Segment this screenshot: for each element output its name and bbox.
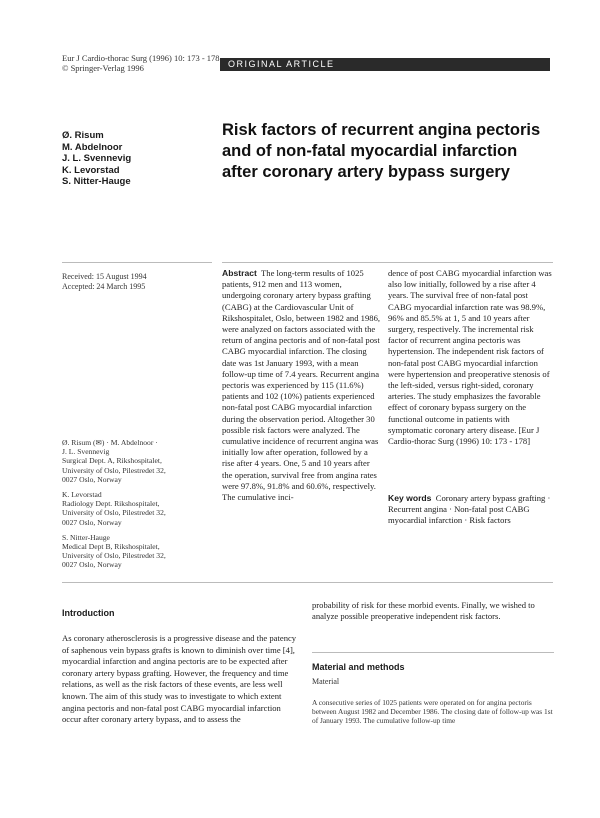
methods-text: A consecutive series of 1025 patients were operated on for angina pectoris between August 1982 and December 1986. The closing date of follow-up was 1st of January 1993. The cumulative follow-up time [312, 698, 553, 726]
keywords-label: Key words [388, 493, 432, 503]
affiliation-line: 0027 Oslo, Norway [62, 560, 122, 570]
methods-subheading: Material [312, 677, 340, 686]
divider [312, 652, 554, 653]
affiliations [62, 438, 212, 576]
affiliation-names: J. L. Svennevig [62, 447, 110, 457]
affiliation [62, 533, 212, 570]
received-date: Received: 15 August 1994 [62, 272, 147, 281]
divider [222, 262, 553, 263]
author: J. L. Svennevig [62, 153, 132, 164]
methods-heading: Material and methods [312, 662, 405, 672]
author: Ø. Risum [62, 130, 104, 141]
author-list [62, 130, 131, 188]
affiliation-line: University of Oslo, Pilestredet 32, [62, 465, 166, 475]
affiliation-names: Ø. Risum (✉) · M. Abdelnoor · [62, 438, 158, 447]
affiliation-line: University of Oslo, Pilestredet 32, [62, 551, 166, 561]
introduction-continued: probability of risk for these morbid events. Finally, we wished to analyze possible preoperative independent risk factors. [312, 600, 535, 622]
introduction-heading: Introduction [62, 608, 115, 618]
section-banner [220, 58, 550, 71]
abstract-text-continued: dence of post CABG myocardial infarction was also low initially, followed by a rise after 4 years. The survival free of non-fatal post CABG myocardial infarction rate was 98.9%, 96% and 85.5% at 1, 5 and 10 years after surgery, respectively. The incremental risk factor of recurrent angina pectoris was hypertension. The independent risk factors of non-fatal post CABG myocardial infarction were hypertension and preoperative stenosis of the left-sided, versus right-sided, coronary arteries. The study emphasizes the favorable effect of coronary bypass surgery on the functional outcome in patients with symptomatic coronary artery disease. [Eur J Cardio-thorac Surg (1996) 10: 173 - 178] [388, 268, 552, 447]
author: K. Levorstad [62, 164, 120, 176]
affiliation [62, 490, 212, 527]
abstract-label: Abstract [222, 268, 257, 278]
author: S. Nitter-Hauge [62, 176, 131, 187]
affiliation-line: Radiology Dept. Rikshospitalet, [62, 499, 160, 509]
affiliation-names: K. Levorstad [62, 490, 102, 500]
accepted-date: Accepted: 24 March 1995 [62, 281, 146, 291]
abstract-text: The long-term results of 1025 patients, 912 men and 113 women, undergoing coronary artery bypass grafting (CABG) at the Cardiovascular Unit of Rikshospitalet, Oslo, between 1982 and 1986, were analyzed on factors associated with the return of angina pectoris and of non-fatal post CABG myocardial infarction. The closing date was 1st January 1993, with a mean follow-up time of 7.4 years. Recurrent angina pectoris was experienced by 115 (11.6%) patients and 102 (10%) patients experienced non-fatal post CABG myocardial infarction during the observation period. Altogether 30 possible risk factors were analyzed. The cumulative incidence of recurrent angina was initially low after operation, followed by a rise after 4 years. One, 5 and 10 years after the operation, survival free from angina rates were 97.8%, 91.8% and 60.6%, respectively. The cumulative inci- [222, 268, 381, 503]
affiliation-line: 0027 Oslo, Norway [62, 474, 122, 484]
affiliation-line: University of Oslo, Pilestredet 32, [62, 508, 166, 518]
divider [62, 262, 212, 263]
citation-line-1: Eur J Cardio-thorac Surg (1996) 10: 173 - 178 [62, 53, 220, 63]
citation-line-2: © Springer-Verlag 1996 [62, 63, 144, 73]
affiliation-line: Medical Dept B, Rikshospitalet, [62, 542, 160, 552]
introduction-text: As coronary atherosclerosis is a progressive disease and the patency of saphenous vein bypass grafts is known to diminish over time [4], myocardial infarction and angina pectoris are to be expected after coronary artery bypass grafting. However, the frequency and time relations, as well as the risk factors of these events, are less well known. The aim of this study was to investigate to which extent angina pectoris and non-fatal post CABG myocardial infarction occur after coronary artery bypass, and to assess the [62, 633, 297, 725]
author: M. Abdelnoor [62, 141, 123, 153]
affiliation-line: Surgical Dept. A, Rikshospitalet, [62, 456, 162, 466]
divider [62, 582, 553, 583]
abstract-column-1 [222, 268, 380, 503]
section-label: ORIGINAL ARTICLE [228, 59, 335, 69]
abstract-column-2 [388, 268, 553, 447]
article-title: Risk factors of recurrent angina pectoris and of non-fatal myocardial infarction after coronary artery bypass surgery [222, 121, 541, 181]
affiliation [62, 438, 212, 484]
affiliation-line: 0027 Oslo, Norway [62, 517, 122, 527]
keywords [388, 493, 553, 527]
journal-citation [62, 53, 220, 73]
keywords-text: Coronary artery bypass grafting · Recurrent angina · Non-fatal post CABG myocardial infarction · Risk factors [388, 493, 551, 526]
article-dates [62, 272, 147, 291]
affiliation-names: S. Nitter-Hauge [62, 532, 110, 542]
